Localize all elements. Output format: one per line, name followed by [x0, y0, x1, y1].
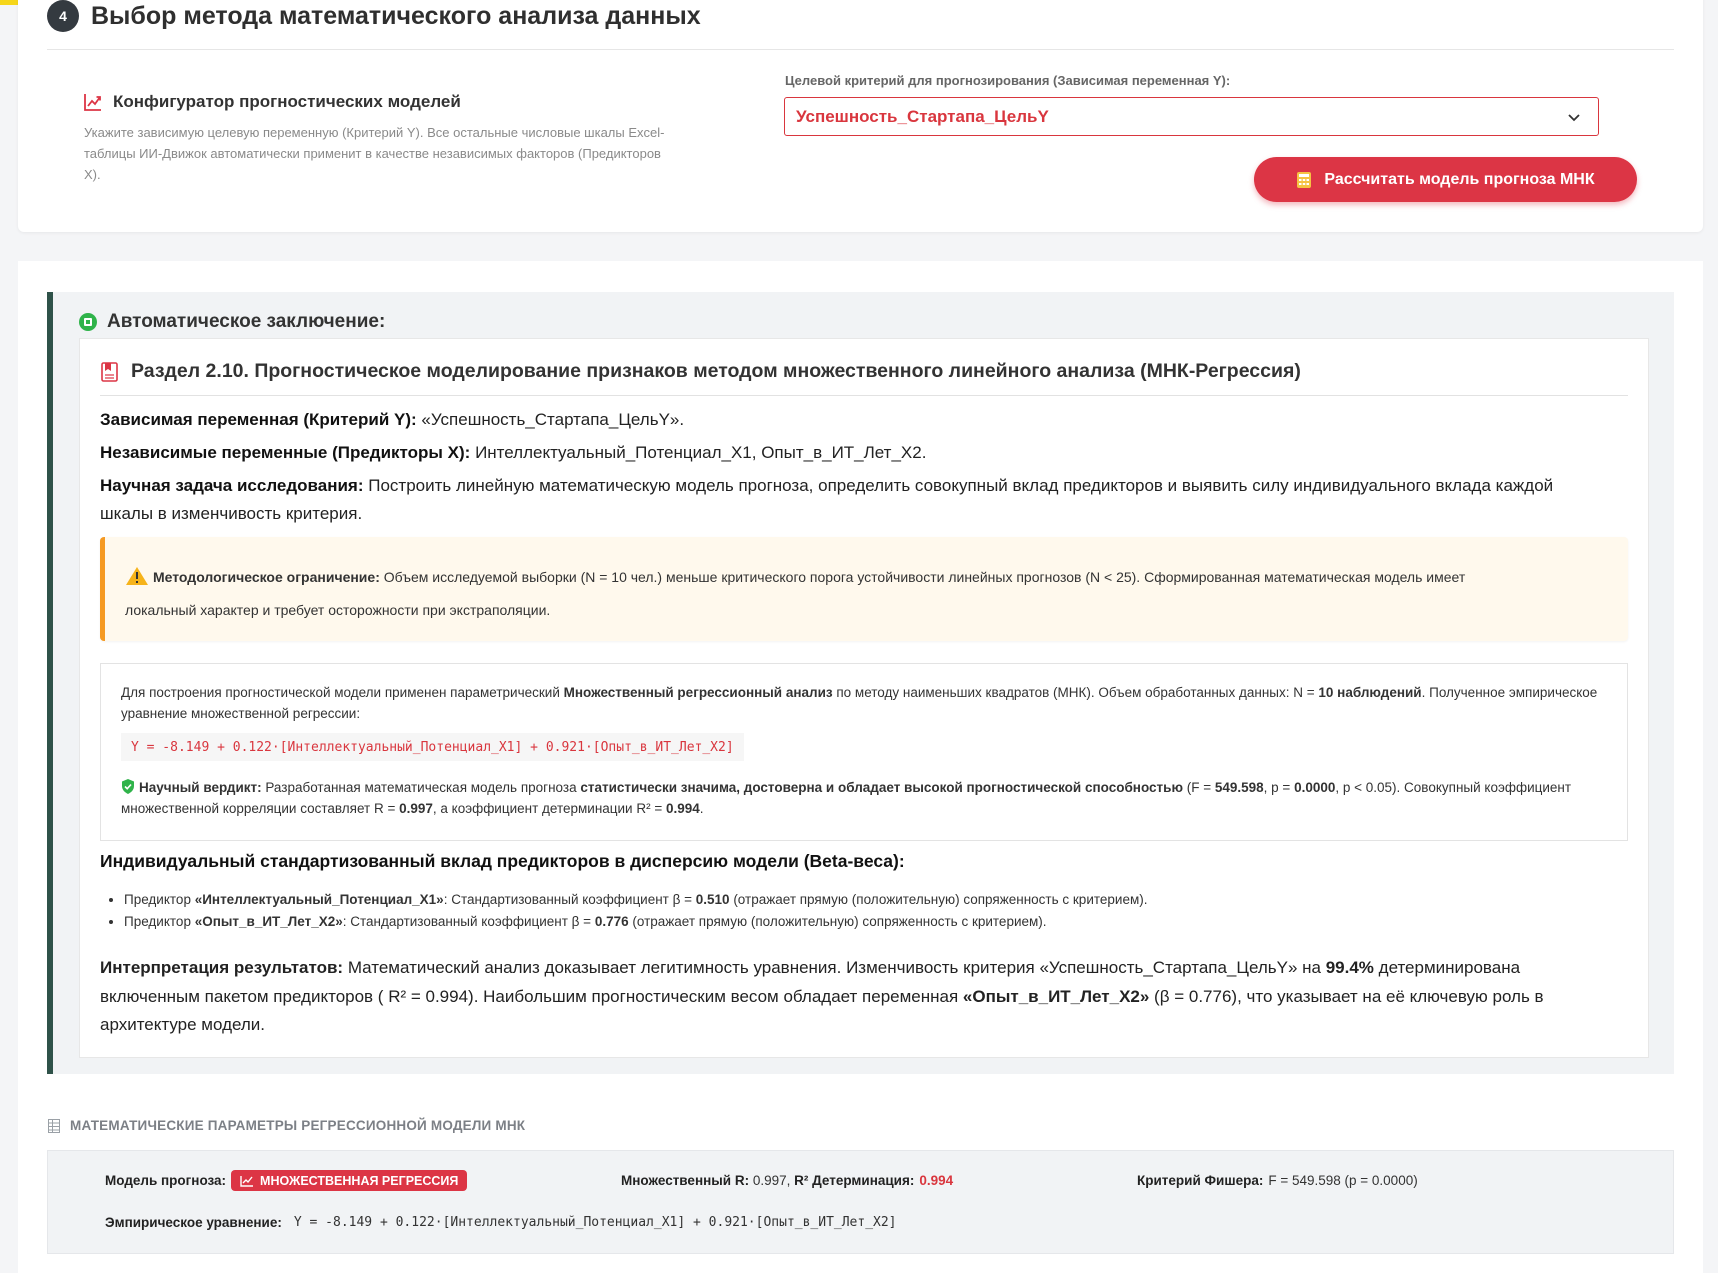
methodology-warning-body-1: Объем исследуемой выборки (N = 10 чел.) меньше критического порога устойчивости линейных прогнозов (N < 25). Сформированная математическая модель имеет: [379, 569, 1466, 585]
param-equation-value: Y = -8.149 + 0.122·[Интеллектуальный_Потенциал_X1] + 0.921·[Опыт_в_ИТ_Лет_X2]: [293, 1215, 897, 1230]
beta-prefix: Предиктор: [124, 892, 195, 907]
param-fisher-value: F = 549.598 (p = 0.0000): [1268, 1173, 1418, 1188]
param-equation-label: Эмпирическое уравнение:: [105, 1215, 282, 1230]
regression-equation: Y = -8.149 + 0.122·[Интеллектуальный_Потенциал_X1] + 0.921·[Опыт_в_ИТ_Лет_X2]: [121, 733, 744, 761]
param-model: [105, 1170, 467, 1191]
methodology-warning-body-2: локальный характер и требует осторожности при экстраполяции.: [125, 602, 551, 618]
beta-suffix: (отражает прямую (положительную) сопряженность с критерием).: [628, 914, 1047, 929]
summary-method: Множественный регрессионный анализ: [563, 685, 833, 700]
calculate-model-button[interactable]: [1254, 157, 1637, 202]
calculator-icon: [1296, 171, 1312, 189]
research-task-label: Научная задача исследования:: [100, 476, 364, 495]
interpretation-percent: 99.4%: [1325, 958, 1374, 977]
param-r-label: Множественный R:: [621, 1173, 750, 1188]
report-header: [100, 360, 1301, 383]
chevron-down-icon: [1566, 109, 1582, 125]
beta-weights-list: [124, 889, 1147, 933]
summary-part: Для построения прогностической модели применен параметрический: [121, 685, 564, 700]
verdict-part: , p =: [1263, 780, 1295, 795]
dependent-variable-value: «Успешность_Стартапа_ЦельY».: [416, 410, 685, 429]
step-header: [47, 0, 701, 32]
report-title: Раздел 2.10. Прогностическое моделирование признаков методом множественного линейного анализа (МНК-Регрессия): [131, 360, 1301, 382]
beta-mid: : Стандартизованный коэффициент β =: [342, 914, 595, 929]
scientific-verdict: [121, 777, 1601, 819]
verdict-emphasis: статистически значима, достоверна и обладает высокой прогностической способностью: [580, 780, 1183, 795]
step-title: Выбор метода математического анализа данных: [91, 1, 701, 30]
interpretation-variable: «Опыт_в_ИТ_Лет_X2»: [962, 986, 1150, 1006]
verdict-part: (F =: [1182, 780, 1215, 795]
methodology-warning-label: Методологическое ограничение:: [153, 569, 380, 585]
independent-variables-line: [100, 439, 926, 467]
verdict-part: Разработанная математическая модель прогноза: [261, 780, 581, 795]
param-r2-label: R² Детерминация:: [794, 1173, 915, 1188]
chart-line-icon: [240, 1175, 254, 1187]
beta-predictor-name: «Опыт_в_ИТ_Лет_X2»: [194, 914, 343, 929]
param-model-label: Модель прогноза:: [105, 1173, 227, 1188]
beta-value: 0.776: [594, 914, 629, 929]
verdict-f-value: 549.598: [1214, 780, 1264, 795]
verdict-p-value: 0.0000: [1294, 780, 1336, 795]
beta-mid: : Стандартизованный коэффициент β =: [443, 892, 696, 907]
verdict-part: .: [699, 801, 704, 816]
interpretation-paragraph: [100, 954, 1620, 1040]
dependent-variable-line: [100, 406, 684, 434]
book-icon: [100, 361, 120, 383]
verdict-r2-value: 0.994: [665, 801, 700, 816]
summary-part: по методу наименьших квадратов (МНК). Объем обработанных данных: N =: [832, 685, 1319, 700]
methodology-warning-text: [125, 561, 1605, 627]
params-title: МАТЕМАТИЧЕСКИЕ ПАРАМЕТРЫ РЕГРЕССИОННОЙ МОДЕЛИ МНК: [70, 1118, 526, 1133]
interpretation-label: Интерпретация результатов:: [100, 958, 344, 977]
verdict-part: , а коэффициент детерминации R² =: [432, 801, 666, 816]
configurator-description: Укажите зависимую целевую переменную (Критерий Y). Все остальные числовые шкалы Excel-таблицы ИИ-Движок автоматически применит в качестве независимых факторов (Предикторов X).: [84, 125, 665, 182]
param-r2-value: 0.994: [919, 1173, 954, 1188]
research-task-line: [100, 472, 1620, 528]
beta-prefix: Предиктор: [124, 914, 195, 929]
list-item: [124, 889, 1147, 911]
target-criterion-select[interactable]: [784, 97, 1599, 136]
research-task-value-1: Построить линейную математическую модель прогноза, определить совокупный вклад предикторов и выявить силу индивидуального вклада каждой: [363, 476, 1554, 495]
chart-line-icon: [83, 92, 103, 112]
verdict-part: , p < 0.05). Совокупный коэффициент множественной корреляции составляет R =: [121, 780, 1572, 816]
calculate-model-label: Рассчитать модель прогноза МНК: [1324, 170, 1595, 188]
summary-n: 10 наблюдений: [1318, 685, 1422, 700]
summary-part: . Полученное эмпирическое уравнение множественной регрессии:: [121, 685, 1598, 721]
table-icon: [48, 1119, 60, 1133]
interpretation-part: детерминирована включенным пакетом предикторов ( R² = 0.994). Наибольшим прогностическим весом обладает переменная: [100, 958, 1521, 1006]
step-number-badge: 4: [47, 0, 79, 32]
conclusion-header: [78, 311, 385, 333]
independent-variables-label: Независимые переменные (Предикторы X):: [100, 443, 471, 462]
model-summary-text: [121, 682, 1601, 724]
model-type-badge: [231, 1170, 467, 1191]
interpretation-part: (β = 0.776), что указывает на её ключевую роль в архитектуре модели.: [100, 986, 1544, 1034]
configurator-title: Конфигуратор прогностических моделей: [113, 92, 461, 111]
param-r-value: 0.997,: [749, 1173, 795, 1188]
params-header: [48, 1118, 525, 1133]
param-fisher: [1137, 1173, 1418, 1188]
report-divider: [100, 395, 1628, 396]
chip-icon: [78, 312, 98, 332]
target-select-label: Целевой критерий для прогнозирования (Зависимая переменная Y):: [785, 73, 1231, 88]
research-task-value-2: шкалы в изменчивость критерия.: [100, 504, 363, 523]
configurator-header: [83, 92, 461, 112]
model-type-badge-label: МНОЖЕСТВЕННАЯ РЕГРЕССИЯ: [260, 1173, 459, 1188]
independent-variables-value: Интеллектуальный_Потенциал_X1, Опыт_в_ИТ_Лет_X2.: [470, 443, 927, 462]
beta-weights-title: Индивидуальный стандартизованный вклад предикторов в дисперсию модели (Beta-веса):: [100, 851, 905, 871]
params-box: [47, 1150, 1674, 1254]
list-item: [124, 911, 1147, 933]
interpretation-part: Математический анализ доказывает легитимность уравнения. Изменчивость критерия «Успешность_Стартапа_ЦельY» на: [343, 958, 1326, 977]
dependent-variable-label: Зависимая переменная (Критерий Y):: [100, 410, 417, 429]
target-select-value: Успешность_Стартапа_ЦельY: [796, 106, 1049, 126]
beta-predictor-name: «Интеллектуальный_Потенциал_X1»: [194, 892, 444, 907]
param-correlation: [621, 1173, 953, 1188]
beta-value: 0.510: [695, 892, 730, 907]
beta-suffix: (отражает прямую (положительную) сопряженность с критерием).: [729, 892, 1148, 907]
conclusion-title: Автоматическое заключение:: [107, 311, 386, 332]
step-divider: [47, 49, 1674, 50]
verdict-r-value: 0.997: [399, 801, 433, 816]
shield-check-icon: [121, 779, 135, 794]
param-equation: [105, 1215, 897, 1230]
verdict-label: Научный вердикт:: [139, 780, 262, 795]
param-fisher-label: Критерий Фишера:: [1137, 1173, 1264, 1188]
warning-icon: [125, 566, 149, 586]
